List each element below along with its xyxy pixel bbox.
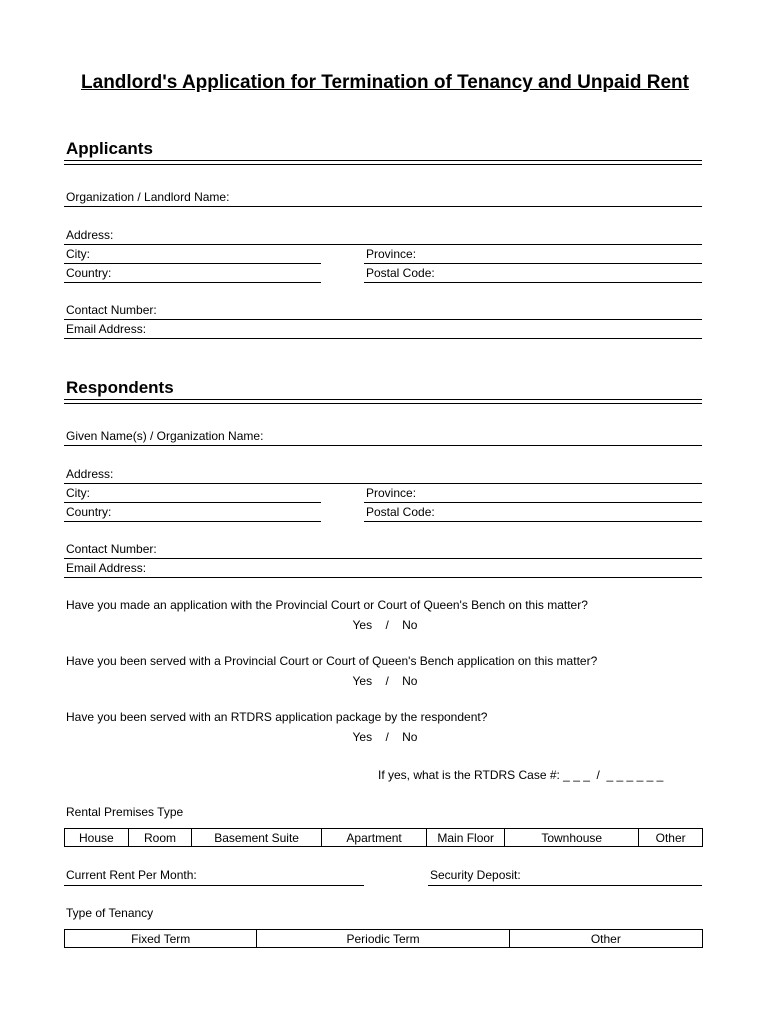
contact-number-label: Contact Number:	[66, 303, 157, 317]
option-basement-suite[interactable]: Basement Suite	[192, 829, 322, 847]
tenancy-type-options	[64, 929, 703, 948]
email-field[interactable]	[64, 338, 702, 339]
option-apartment[interactable]: Apartment	[321, 829, 426, 847]
postal-code-label: Postal Code:	[366, 505, 435, 519]
option-house[interactable]: House	[65, 829, 129, 847]
address-label: Address:	[66, 228, 114, 242]
address-field[interactable]	[64, 244, 702, 245]
security-deposit-field[interactable]	[428, 885, 702, 886]
email-label: Email Address:	[66, 561, 147, 575]
applicants-heading: Applicants	[66, 139, 153, 158]
contact-number-field[interactable]	[64, 319, 702, 320]
city-label: City:	[66, 486, 90, 500]
country-field[interactable]	[64, 282, 321, 283]
province-field[interactable]	[364, 263, 702, 264]
postal-code-label: Postal Code:	[366, 266, 435, 280]
option-other[interactable]: Other	[509, 930, 702, 948]
city-label: City:	[66, 247, 90, 261]
current-rent-label: Current Rent Per Month:	[66, 868, 197, 882]
rental-premises-label: Rental Premises Type	[66, 805, 184, 819]
address-field[interactable]	[64, 483, 702, 484]
rtdrs-case-number[interactable]: If yes, what is the RTDRS Case #: _ _ _ / _ _ _ _ _ _	[378, 768, 664, 782]
province-label: Province:	[366, 247, 417, 261]
org-name-field[interactable]	[64, 206, 702, 207]
address-label: Address:	[66, 467, 114, 481]
tenancy-type-label: Type of Tenancy	[66, 906, 154, 920]
contact-number-label: Contact Number:	[66, 542, 157, 556]
postal-code-field[interactable]	[364, 282, 702, 283]
given-name-field[interactable]	[64, 445, 702, 446]
given-name-label: Given Name(s) / Organization Name:	[66, 429, 264, 443]
country-field[interactable]	[64, 521, 321, 522]
email-field[interactable]	[64, 577, 702, 578]
option-periodic-term[interactable]: Periodic Term	[257, 930, 509, 948]
option-room[interactable]: Room	[128, 829, 192, 847]
option-other[interactable]: Other	[639, 829, 703, 847]
security-deposit-label: Security Deposit:	[430, 868, 521, 882]
current-rent-field[interactable]	[64, 885, 364, 886]
question-text: Have you been served with a Provincial Court or Court of Queen's Bench application on this matter?	[66, 654, 598, 668]
province-label: Province:	[366, 486, 417, 500]
question-text: Have you been served with an RTDRS application package by the respondent?	[66, 710, 488, 724]
postal-code-field[interactable]	[364, 521, 702, 522]
page-title: Landlord's Application for Termination of Tenancy and Unpaid Rent	[81, 72, 689, 93]
option-main-floor[interactable]: Main Floor	[427, 829, 505, 847]
country-label: Country:	[66, 266, 112, 280]
section-divider	[64, 160, 702, 165]
rental-premises-options	[64, 828, 703, 847]
city-field[interactable]	[64, 502, 321, 503]
org-name-label: Organization / Landlord Name:	[66, 190, 230, 204]
yes-no-choice[interactable]: Yes / No	[352, 730, 418, 744]
option-townhouse[interactable]: Townhouse	[505, 829, 639, 847]
option-fixed-term[interactable]: Fixed Term	[65, 930, 257, 948]
city-field[interactable]	[64, 263, 321, 264]
contact-number-field[interactable]	[64, 558, 702, 559]
province-field[interactable]	[364, 502, 702, 503]
country-label: Country:	[66, 505, 112, 519]
section-divider	[64, 399, 702, 404]
respondents-heading: Respondents	[66, 378, 174, 397]
email-label: Email Address:	[66, 322, 147, 336]
yes-no-choice[interactable]: Yes / No	[352, 618, 418, 632]
question-text: Have you made an application with the Provincial Court or Court of Queen's Bench on this matter?	[66, 598, 588, 612]
yes-no-choice[interactable]: Yes / No	[352, 674, 418, 688]
